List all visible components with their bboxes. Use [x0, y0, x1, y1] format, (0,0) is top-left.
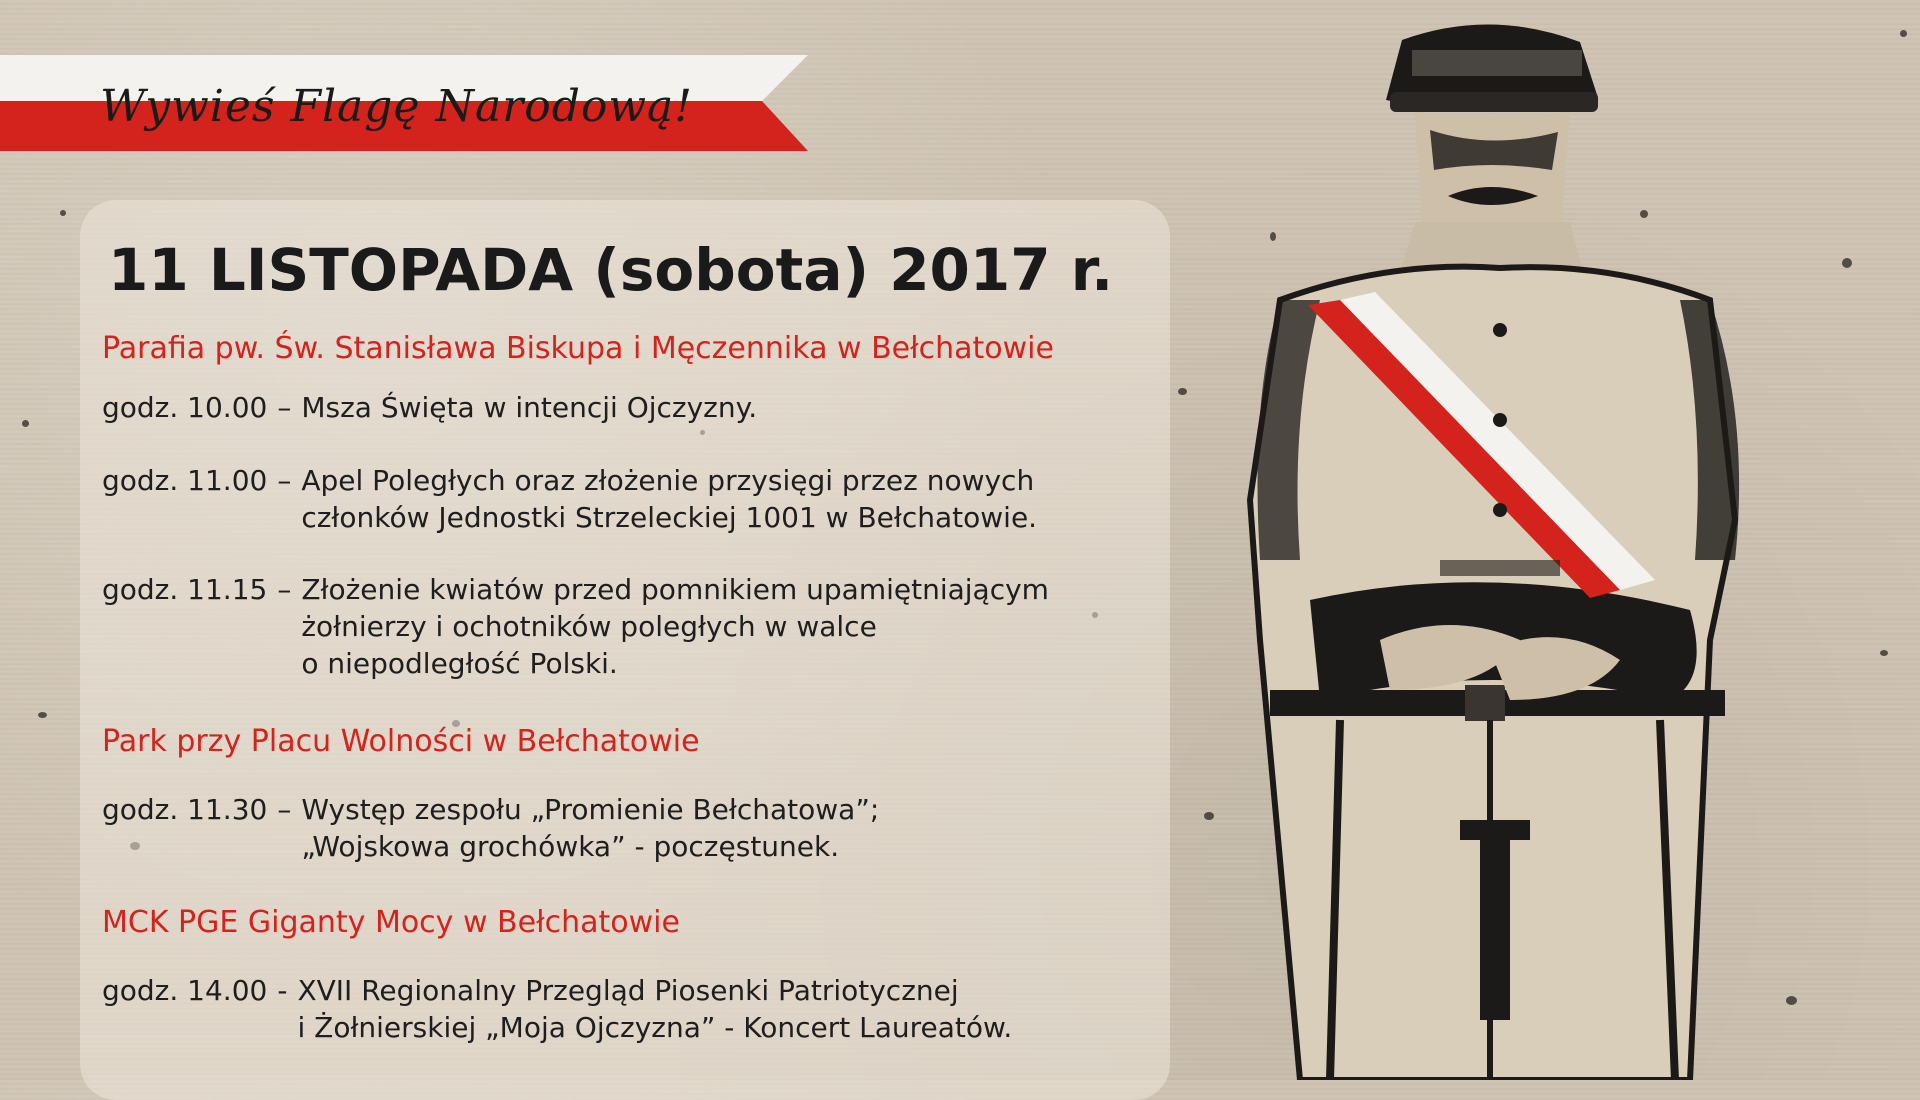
event-separator: -: [277, 974, 288, 1007]
event-item: [102, 972, 1012, 1046]
soldier-figure-icon: [1190, 0, 1920, 1080]
event-description-line: o niepodległość Polski.: [301, 647, 618, 680]
event-separator: –: [277, 391, 292, 424]
event-description-line: Apel Poległych oraz złożenie przysięgi przez nowych: [301, 464, 1035, 497]
event-separator: –: [277, 573, 292, 606]
marshal-figure-illustration: [1190, 0, 1920, 1080]
flag-ribbon-banner: [0, 55, 810, 151]
event-item: [102, 571, 1049, 682]
event-time: godz. 11.30: [102, 793, 268, 826]
event-item: [102, 791, 879, 865]
event-item: [102, 462, 1037, 536]
section-location: MCK PGE Giganty Mocy w Bełchatowie: [102, 905, 680, 940]
event-description-line: Występ zespołu „Promienie Bełchatowa”;: [301, 793, 880, 826]
banner-slogan: Wywieś Flagę Narodową!: [100, 81, 693, 132]
ink-speck: [1178, 388, 1187, 395]
page-title: 11 LISTOPADA (sobota) 2017 r.: [108, 236, 1114, 304]
event-description-line: członków Jednostki Strzeleckiej 1001 w Bełchatowie.: [301, 501, 1038, 534]
ink-speck: [38, 712, 47, 718]
section-location: Park przy Placu Wolności w Bełchatowie: [102, 724, 700, 759]
event-time: godz. 14.00: [102, 974, 268, 1007]
event-time: godz. 10.00: [102, 391, 268, 424]
event-separator: –: [277, 793, 292, 826]
event-description-line: żołnierzy i ochotników poległych w walce: [301, 610, 877, 643]
event-description-line: XVII Regionalny Przegląd Piosenki Patriotycznej: [297, 974, 959, 1007]
event-description-line: „Wojskowa grochówka” - poczęstunek.: [301, 830, 840, 863]
ink-speck: [22, 420, 29, 427]
ink-speck: [60, 210, 66, 216]
event-time: godz. 11.00: [102, 464, 268, 497]
event-description-line: Msza Święta w intencji Ojczyzny.: [301, 391, 758, 424]
event-item: [102, 389, 757, 426]
event-description-line: i Żołnierskiej „Moja Ojczyzna” - Koncert Laureatów.: [297, 1011, 1013, 1044]
section-location: Parafia pw. Św. Stanisława Biskupa i Męczennika w Bełchatowie: [102, 331, 1054, 366]
event-description-line: Złożenie kwiatów przed pomnikiem upamiętniającym: [301, 573, 1049, 606]
event-separator: –: [277, 464, 292, 497]
event-time: godz. 11.15: [102, 573, 268, 606]
